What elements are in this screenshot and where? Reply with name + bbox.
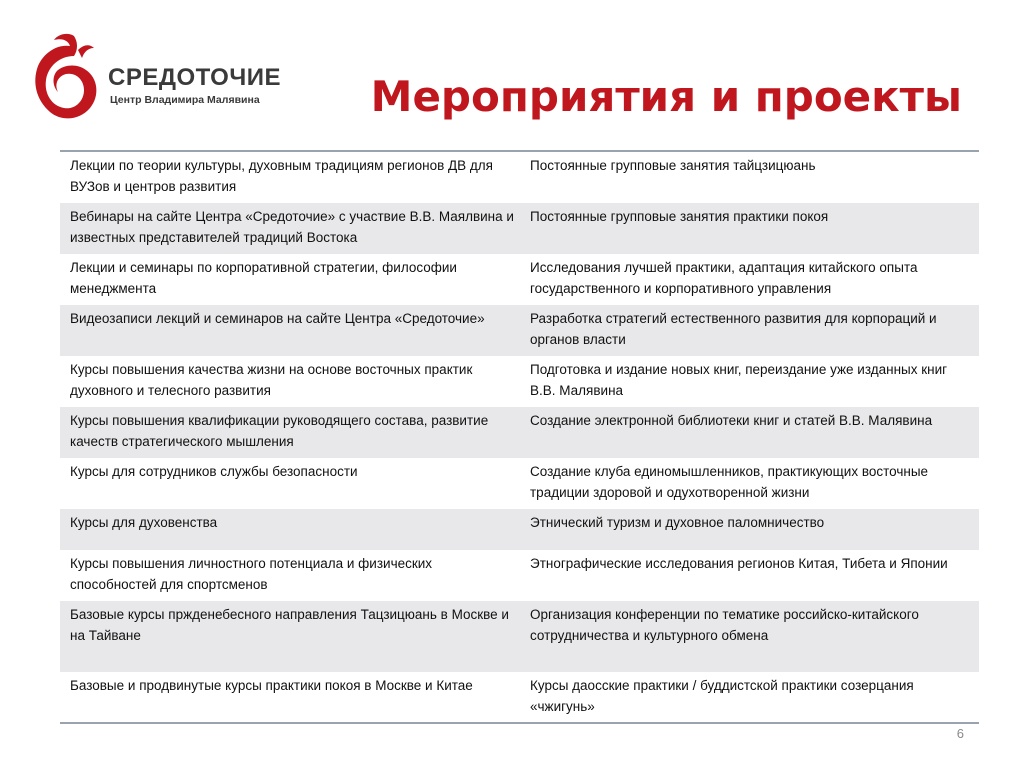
table-row xyxy=(60,407,979,458)
table-row xyxy=(60,672,979,722)
logo xyxy=(28,30,288,130)
table-cell-left: Вебинары на сайте Центра «Средоточие» с участвие В.В. Маялвина и известных представителей традиций Востока xyxy=(70,209,514,245)
table-cell-left: Курсы повышения качества жизни на основе восточных практик духовного и телесного развития xyxy=(70,362,473,398)
table-cell-right: Постоянные групповые занятия практики покоя xyxy=(530,209,829,224)
table-cell-right: Постоянные групповые занятия тайцзицюань xyxy=(530,158,816,173)
table-row xyxy=(60,203,979,254)
table-row xyxy=(60,509,979,550)
table-row xyxy=(60,550,979,601)
logo-mark-icon xyxy=(28,30,108,125)
table-row xyxy=(60,356,979,407)
page-title: Мероприятия и проекты xyxy=(370,72,962,121)
table-cell-right: Создание электронной библиотеки книг и статей В.В. Малявина xyxy=(530,413,933,428)
projects-table xyxy=(60,150,979,724)
page-number: 6 xyxy=(956,726,964,741)
table-cell-left: Лекции и семинары по корпоративной стратегии, философии менеджмента xyxy=(70,260,457,296)
table-row xyxy=(60,458,979,509)
table-row xyxy=(60,305,979,356)
table-row xyxy=(60,601,979,672)
table-cell-left: Курсы для духовенства xyxy=(70,515,218,530)
table-row xyxy=(60,152,979,203)
table-cell-right: Разработка стратегий естественного развития для корпораций и органов власти xyxy=(530,311,937,347)
table-cell-right: Исследования лучшей практики, адаптация китайского опыта государственного и корпоративного управления xyxy=(530,260,918,296)
table-cell-left: Курсы повышения квалификации руководящего состава, развитие качеств стратегического мышления xyxy=(70,413,489,449)
table-cell-left: Видеозаписи лекций и семинаров на сайте Центра «Средоточие» xyxy=(70,311,485,326)
table-cell-right: Организация конференции по тематике российско-китайского сотрудничества и культурного обмена xyxy=(530,607,919,643)
table-cell-left: Лекции по теории культуры, духовным традициям регионов ДВ для ВУЗов и центров развития xyxy=(70,158,493,194)
table-row xyxy=(60,254,979,305)
logo-subtitle: Центр Владимира Малявина xyxy=(110,94,260,106)
table-cell-right: Создание клуба единомышленников, практикующих восточные традиции здоровой и одухотворенной жизни xyxy=(530,464,929,500)
logo-name: СРЕДОТОЧИЕ xyxy=(108,64,281,91)
table-cell-left: Базовые и продвинутые курсы практики покоя в Москве и Китае xyxy=(70,678,473,693)
table-cell-right: Подготовка и издание новых книг, переиздание уже изданных книг В.В. Малявина xyxy=(530,362,948,398)
table-cell-right: Этнографические исследования регионов Китая, Тибета и Японии xyxy=(530,556,948,571)
table-cell-right: Этнический туризм и духовное паломничество xyxy=(530,515,825,530)
table-cell-left: Курсы повышения личностного потенциала и физических способностей для спортсменов xyxy=(70,556,433,592)
table-cell-right: Курсы даосские практики / буддистской практики созерцания «чжигунь» xyxy=(530,678,914,714)
table-cell-left: Базовые курсы пржденебесного направления Тацзицюань в Москве и на Тайване xyxy=(70,607,509,643)
table-cell-left: Курсы для сотрудников службы безопасности xyxy=(70,464,358,479)
